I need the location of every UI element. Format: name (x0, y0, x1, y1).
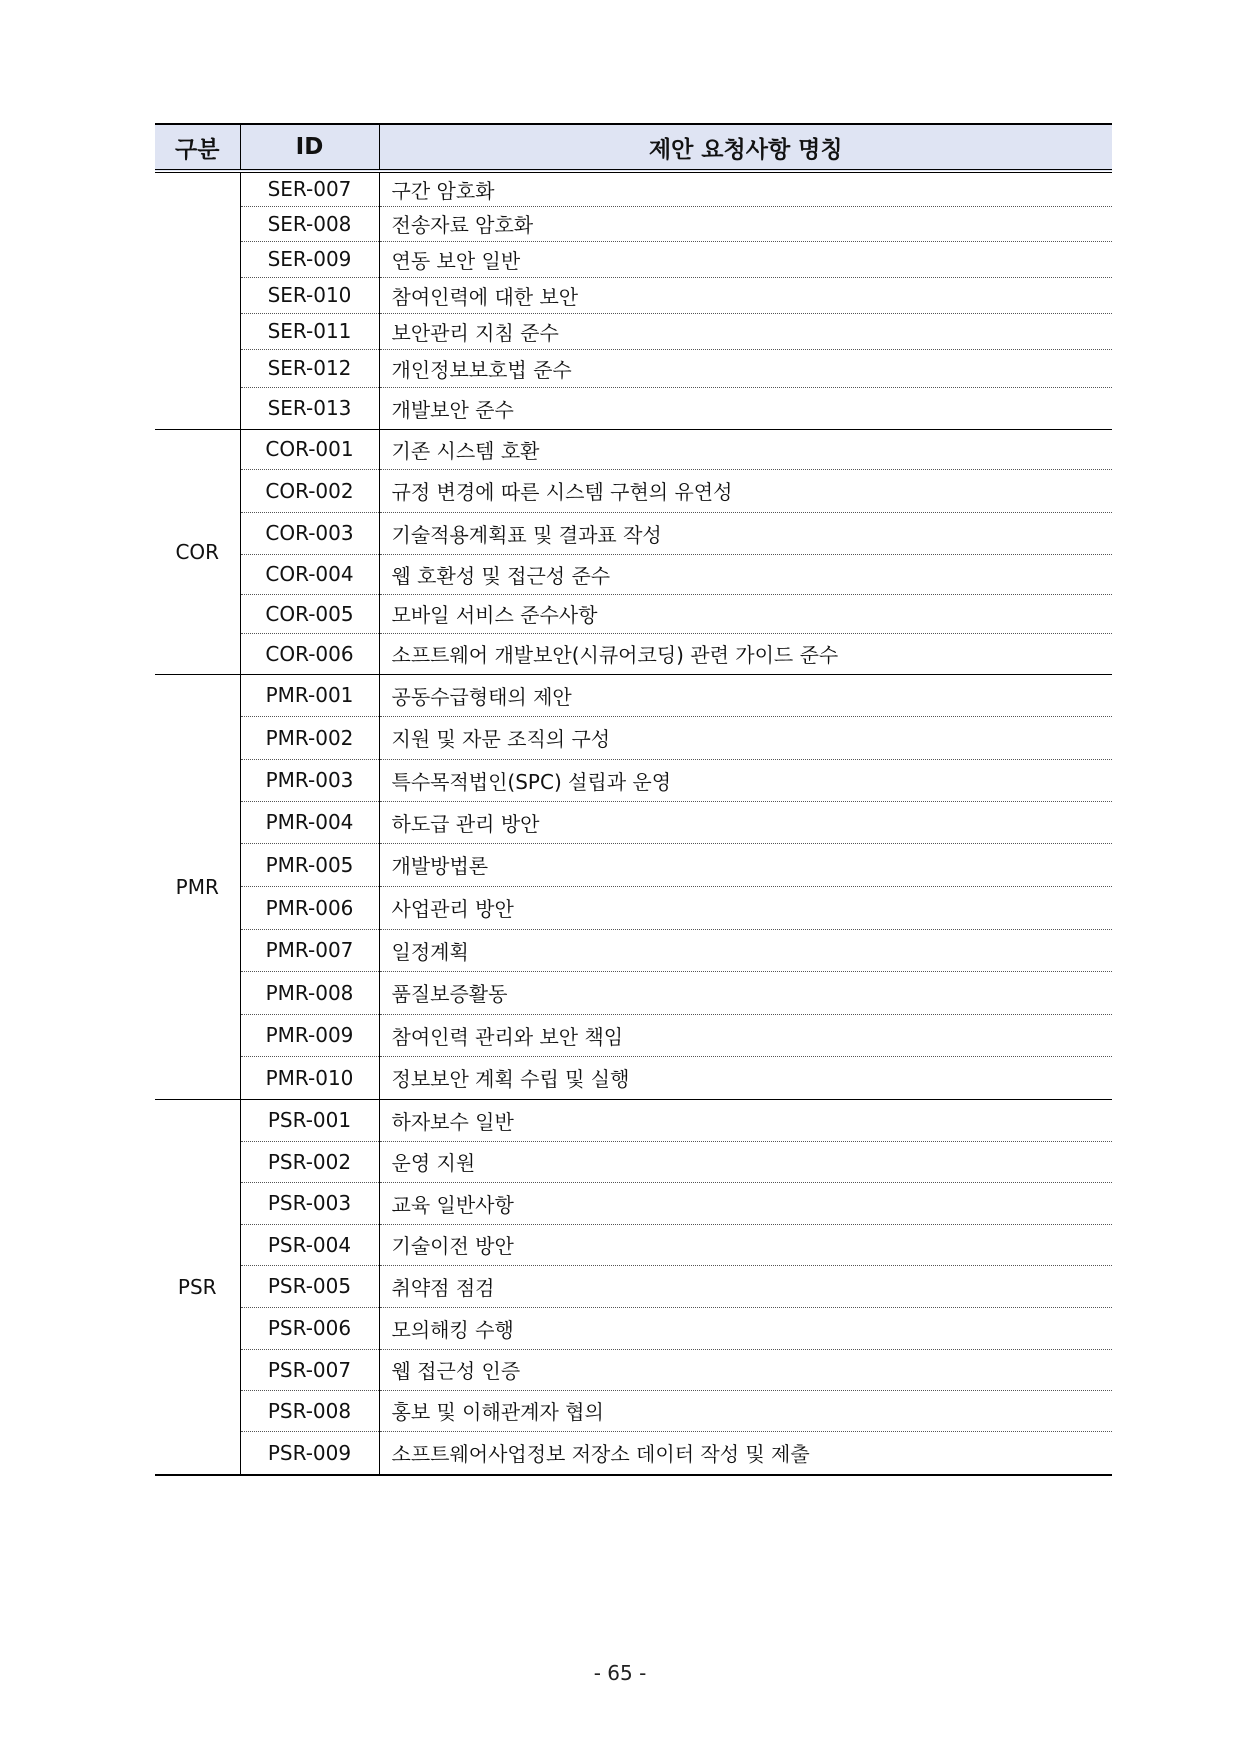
header-name: 제안 요청사항 명칭 (379, 124, 1112, 171)
requirement-id: COR-003 (240, 512, 379, 554)
table-row (155, 1431, 1112, 1475)
table-row (155, 1141, 1112, 1182)
table-row (155, 801, 1112, 843)
requirement-name: 하도급 관리 방안 (379, 801, 1112, 843)
requirement-name: 지원 및 자문 조직의 구성 (379, 716, 1112, 759)
requirement-name: 기술이전 방안 (379, 1224, 1112, 1265)
requirement-name: 규정 변경에 따른 시스템 구현의 유연성 (379, 469, 1112, 512)
requirement-id: PMR-001 (240, 674, 379, 716)
requirement-id: PMR-002 (240, 716, 379, 759)
requirement-id: PMR-010 (240, 1056, 379, 1099)
requirement-id: COR-001 (240, 429, 379, 469)
requirement-id: PSR-009 (240, 1431, 379, 1475)
requirement-id: PSR-007 (240, 1349, 379, 1390)
table-row (155, 554, 1112, 594)
requirement-id: PMR-005 (240, 843, 379, 886)
requirement-id: PSR-005 (240, 1265, 379, 1307)
table-row (155, 1390, 1112, 1431)
requirement-name: 기존 시스템 호환 (379, 429, 1112, 469)
requirement-name: 보안관리 지침 준수 (379, 313, 1112, 349)
requirement-name: 구간 암호화 (379, 171, 1112, 206)
requirement-name: 취약점 점검 (379, 1265, 1112, 1307)
table-row (155, 1224, 1112, 1265)
table-row (155, 716, 1112, 759)
table-row (155, 759, 1112, 801)
table-row (155, 469, 1112, 512)
requirement-id: PSR-004 (240, 1224, 379, 1265)
requirement-name: 연동 보안 일반 (379, 241, 1112, 277)
requirement-id: PMR-009 (240, 1014, 379, 1056)
requirement-id: PMR-003 (240, 759, 379, 801)
table-row (155, 843, 1112, 886)
requirement-id: SER-010 (240, 277, 379, 313)
requirement-name: 일정계획 (379, 929, 1112, 971)
category-cell: PMR (155, 674, 240, 1099)
requirement-name: 개발방법론 (379, 843, 1112, 886)
table-row (155, 633, 1112, 674)
category-cell: PSR (155, 1099, 240, 1475)
requirement-id: PSR-006 (240, 1307, 379, 1349)
requirement-id: PMR-008 (240, 971, 379, 1014)
requirement-id: COR-005 (240, 594, 379, 633)
requirement-id: COR-002 (240, 469, 379, 512)
table-row (155, 1349, 1112, 1390)
requirement-name: 모의해킹 수행 (379, 1307, 1112, 1349)
requirement-name: 품질보증활동 (379, 971, 1112, 1014)
table-row (155, 349, 1112, 387)
requirement-name: 하자보수 일반 (379, 1099, 1112, 1141)
requirement-name: 소프트웨어 개발보안(시큐어코딩) 관련 가이드 준수 (379, 633, 1112, 674)
table-row (155, 206, 1112, 241)
table-row (155, 674, 1112, 716)
table-header (155, 124, 1112, 171)
table-row (155, 886, 1112, 929)
header-id: ID (240, 124, 379, 171)
requirement-id: PSR-008 (240, 1390, 379, 1431)
requirement-id: SER-009 (240, 241, 379, 277)
requirement-name: 공동수급형태의 제안 (379, 674, 1112, 716)
requirement-name: 소프트웨어사업정보 저장소 데이터 작성 및 제출 (379, 1431, 1112, 1475)
requirements-table (155, 123, 1112, 1476)
table-row (155, 313, 1112, 349)
requirement-name: 특수목적법인(SPC) 설립과 운영 (379, 759, 1112, 801)
requirement-id: COR-006 (240, 633, 379, 674)
requirement-id: SER-011 (240, 313, 379, 349)
requirement-id: SER-013 (240, 387, 379, 429)
requirement-name: 모바일 서비스 준수사항 (379, 594, 1112, 633)
table-row (155, 1014, 1112, 1056)
table-row (155, 1056, 1112, 1099)
header-category: 구분 (155, 124, 240, 171)
table-row (155, 512, 1112, 554)
requirement-id: SER-007 (240, 171, 379, 206)
requirement-id: PMR-004 (240, 801, 379, 843)
requirement-name: 기술적용계획표 및 결과표 작성 (379, 512, 1112, 554)
table-row (155, 387, 1112, 429)
requirement-name: 참여인력 관리와 보안 책임 (379, 1014, 1112, 1056)
requirement-id: PSR-001 (240, 1099, 379, 1141)
table-row (155, 1182, 1112, 1224)
requirement-id: SER-008 (240, 206, 379, 241)
page-number: - 65 - (593, 1661, 647, 1685)
requirement-name: 개발보안 준수 (379, 387, 1112, 429)
table-row (155, 171, 1112, 206)
requirement-name: 웹 호환성 및 접근성 준수 (379, 554, 1112, 594)
header-row (155, 124, 1112, 171)
requirement-name: 홍보 및 이해관계자 협의 (379, 1390, 1112, 1431)
table-row (155, 929, 1112, 971)
requirement-id: PSR-002 (240, 1141, 379, 1182)
requirement-id: PSR-003 (240, 1182, 379, 1224)
requirement-id: PMR-007 (240, 929, 379, 971)
requirement-name: 개인정보보호법 준수 (379, 349, 1112, 387)
requirement-name: 운영 지원 (379, 1141, 1112, 1182)
table-row (155, 241, 1112, 277)
requirement-name: 교육 일반사항 (379, 1182, 1112, 1224)
table-row (155, 594, 1112, 633)
table-row (155, 971, 1112, 1014)
table-row (155, 277, 1112, 313)
requirement-id: SER-012 (240, 349, 379, 387)
requirement-name: 웹 접근성 인증 (379, 1349, 1112, 1390)
table-row (155, 1307, 1112, 1349)
requirement-name: 정보보안 계획 수립 및 실행 (379, 1056, 1112, 1099)
table-row (155, 1265, 1112, 1307)
requirement-name: 참여인력에 대한 보안 (379, 277, 1112, 313)
table-body (155, 171, 1112, 1475)
requirement-id: PMR-006 (240, 886, 379, 929)
table-row (155, 1099, 1112, 1141)
requirement-id: COR-004 (240, 554, 379, 594)
table-row (155, 429, 1112, 469)
requirement-name: 전송자료 암호화 (379, 206, 1112, 241)
requirement-name: 사업관리 방안 (379, 886, 1112, 929)
category-cell: COR (155, 429, 240, 674)
category-cell (155, 171, 240, 429)
